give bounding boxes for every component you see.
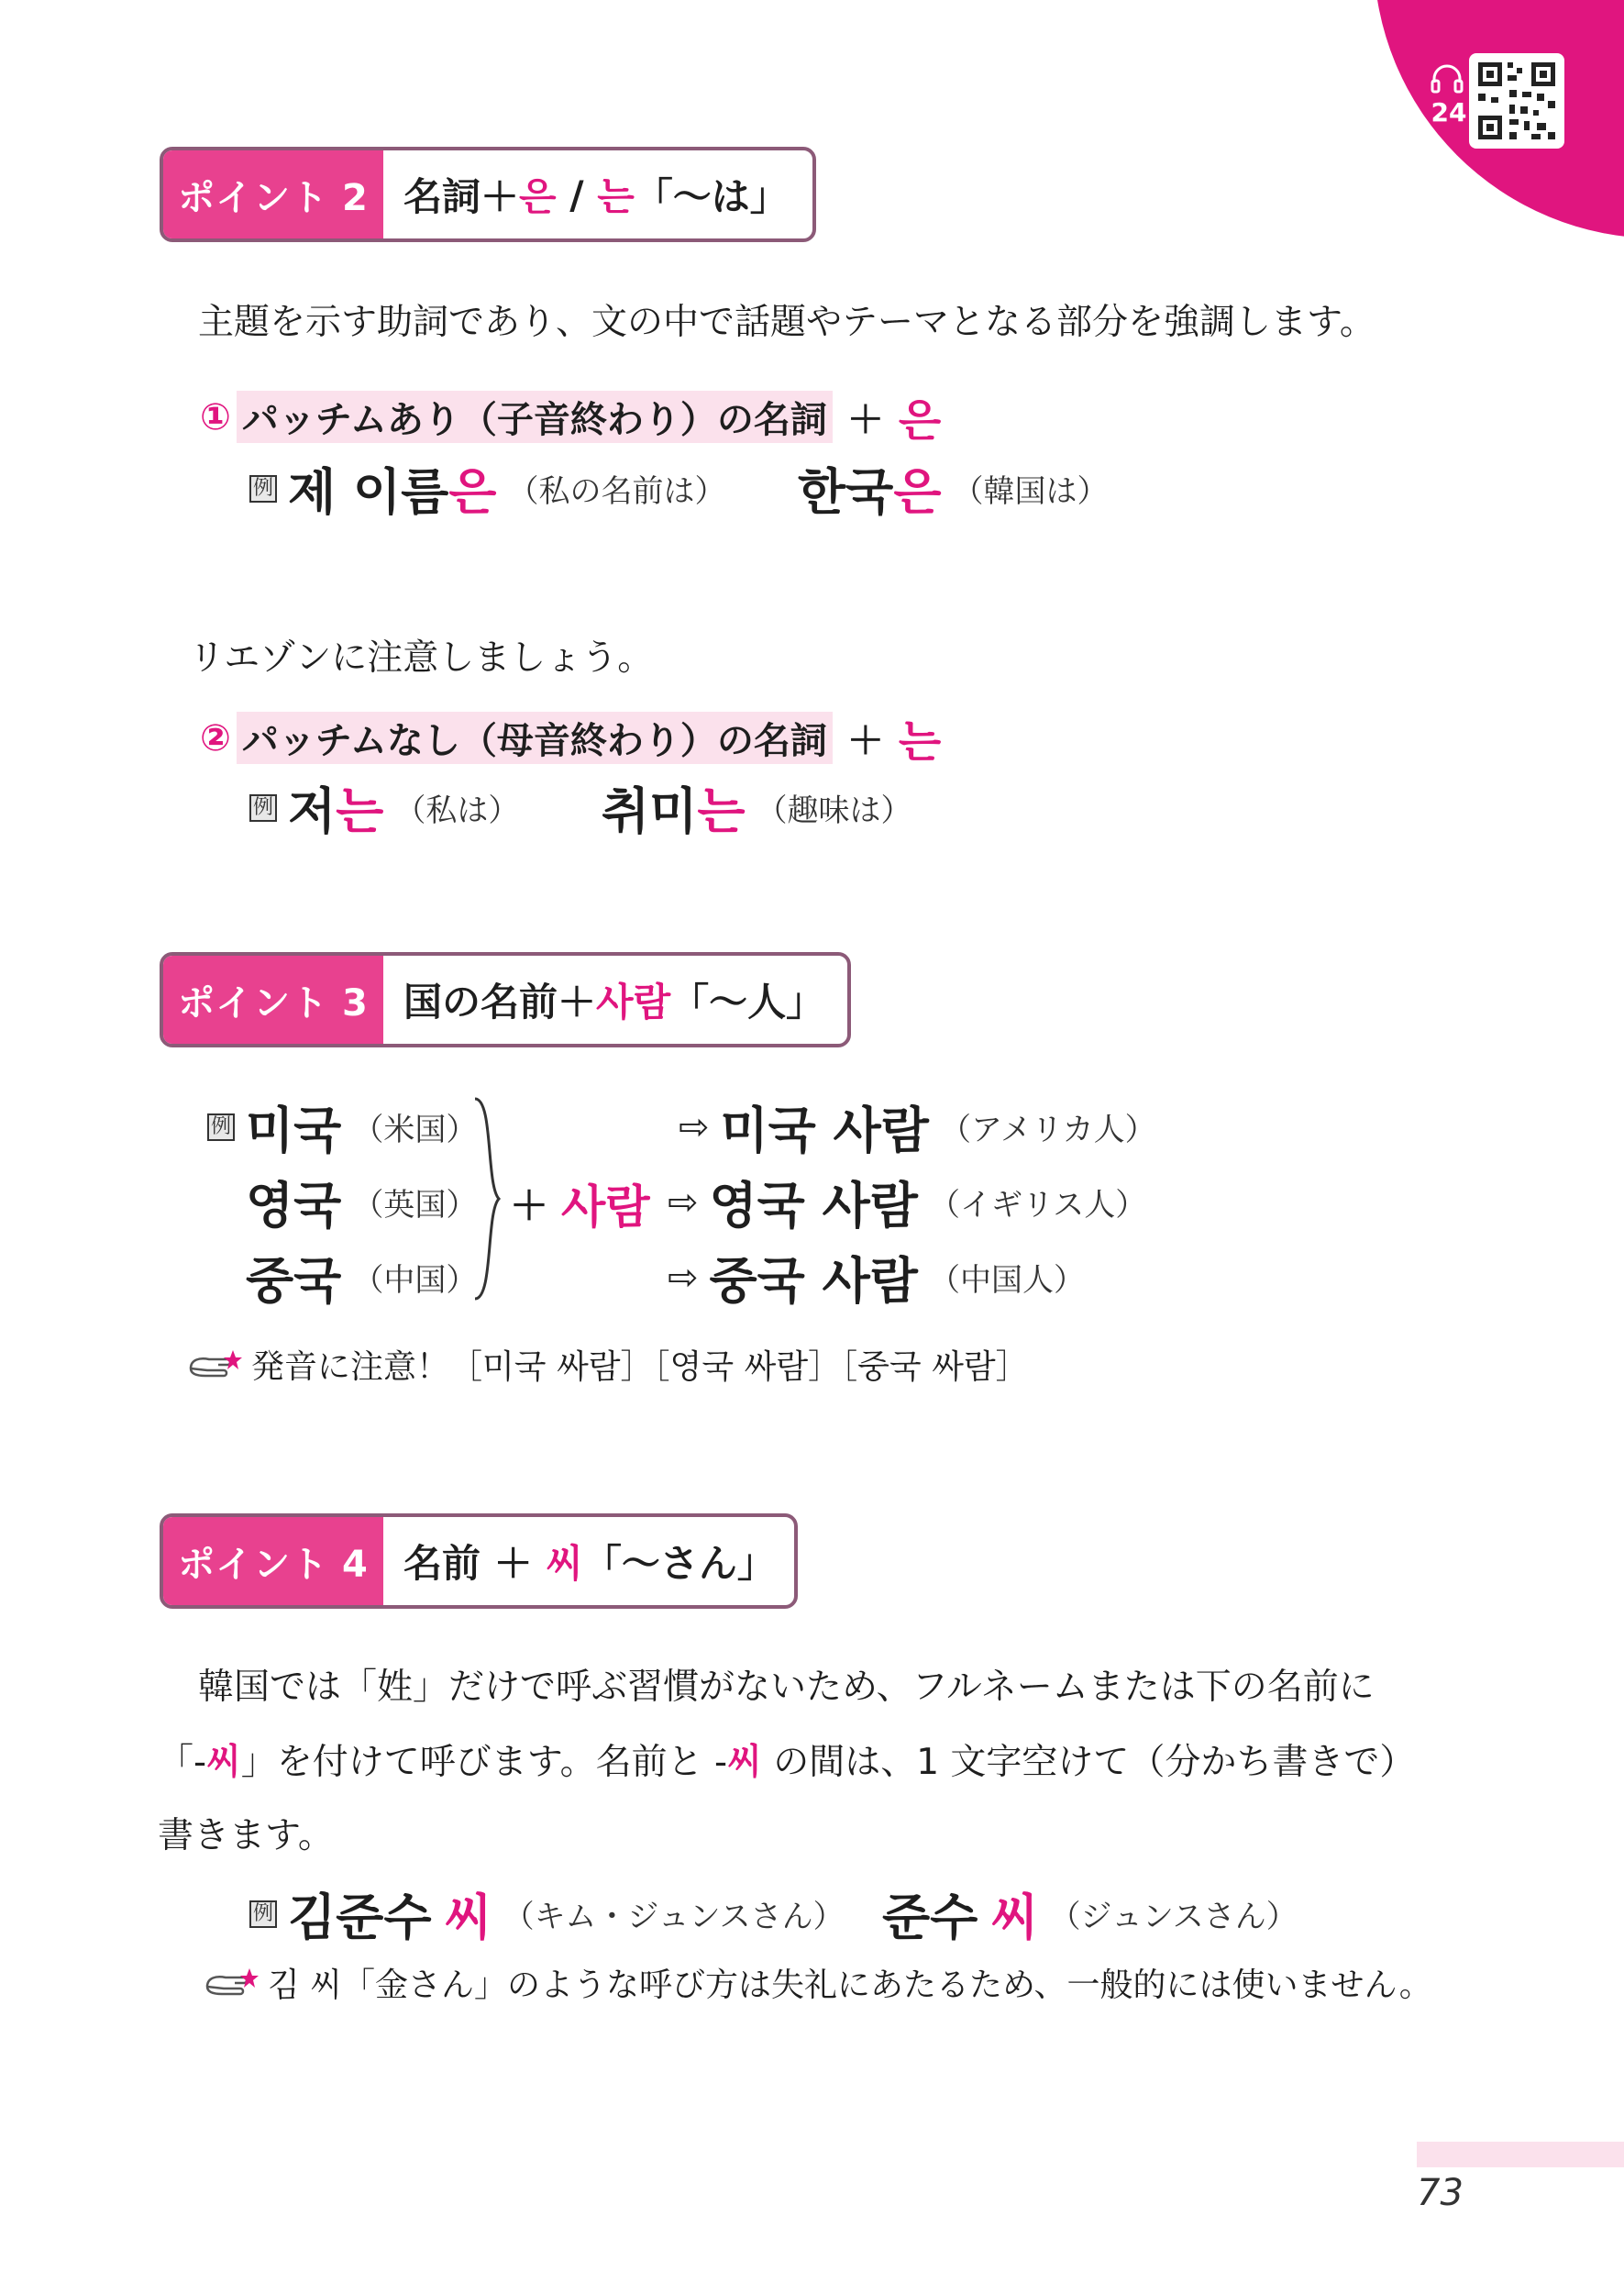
result-korean: 영국 사람 <box>709 1177 918 1235</box>
sub1-text: パッチムあり（子音終わり）の名詞 <box>237 391 833 443</box>
point4-example-a <box>249 1878 845 1949</box>
example-korean: 저 <box>288 782 337 840</box>
example-gloss: （韓国は） <box>952 473 1109 510</box>
country-korean: 중국 <box>246 1252 342 1310</box>
point4-body-line1: 韓国では「姓」だけで呼ぶ習慣がないため、フルネームまたは下の名前に <box>198 1667 1375 1708</box>
result-gloss: （イギリス人） <box>928 1187 1147 1224</box>
point3-note <box>187 1341 1029 1388</box>
point2-title-c: / <box>556 172 598 217</box>
point2-title-b: 은 <box>519 174 557 219</box>
plus-sign: ＋ <box>510 1183 549 1228</box>
point4-title-c: 「～さん」 <box>582 1541 776 1586</box>
sub1-plus: ＋ <box>846 399 884 441</box>
example-korean: 취미 <box>602 782 698 840</box>
body2-a: 「- <box>158 1742 207 1783</box>
result-row-3 <box>668 1242 1085 1313</box>
body2-e: の間は、1 文字空けて（分かち書きで） <box>761 1742 1416 1783</box>
point4-title-b: 씨 <box>546 1541 583 1586</box>
example-particle: 는 <box>697 782 746 840</box>
arrow-right-icon: ⇨ <box>668 1256 699 1299</box>
example-particle: 은 <box>893 463 942 521</box>
audio-track-number: 24 <box>1431 97 1467 127</box>
body2-b: 씨 <box>206 1742 241 1783</box>
curly-brace-icon <box>468 1093 504 1304</box>
headphones-icon <box>1429 61 1465 97</box>
country-gloss: （中国） <box>352 1262 478 1299</box>
body2-d: 씨 <box>727 1742 762 1783</box>
point4-title <box>403 1517 776 1605</box>
example-ssi: 씨 <box>990 1889 1039 1946</box>
point4-label: ポイント 4 <box>163 1517 383 1605</box>
sub2-text: パッチムなし（母音終わり）の名詞 <box>237 712 833 764</box>
example-name: 김준수 <box>288 1889 432 1946</box>
qr-code-icon[interactable] <box>1469 53 1564 149</box>
country-row-3 <box>246 1242 477 1313</box>
point4-note <box>204 1959 1432 2006</box>
point4-example-b <box>882 1878 1298 1949</box>
pronunciation-note: 発音に注意！［미국 싸람］［영국 싸람］［중국 싸람］ <box>251 1348 1029 1386</box>
example-korean: 한국 <box>798 463 894 521</box>
example-gloss: （私は） <box>394 792 520 829</box>
point2-intro: 主題を示す助詞であり、文の中で話題やテーマとなる部分を強調します。 <box>198 302 1375 343</box>
arrow-right-icon: ⇨ <box>679 1105 710 1148</box>
saram-word: 사람 <box>561 1180 650 1234</box>
country-gloss: （米国） <box>352 1112 478 1148</box>
result-row-1 <box>679 1091 1156 1162</box>
plus-saram <box>510 1170 650 1236</box>
point2-example1-a <box>249 453 725 524</box>
result-korean: 미국 사람 <box>720 1102 929 1159</box>
point2-example2-b <box>602 772 912 843</box>
point4-title-a: 名前 ＋ <box>403 1541 547 1586</box>
sub2-number: ② <box>200 716 231 759</box>
country-korean: 미국 <box>246 1102 342 1159</box>
example-name: 준수 <box>882 1889 978 1946</box>
point3-header <box>160 952 851 1047</box>
point2-title-a: 名詞＋ <box>403 174 520 219</box>
country-gloss: （英国） <box>352 1187 478 1224</box>
point2-title-e: 「～は」 <box>634 174 789 219</box>
point2-title <box>403 150 789 238</box>
point3-title-a: 国の名前＋ <box>403 980 597 1025</box>
result-korean: 중국 사람 <box>709 1252 918 1310</box>
sub2-particle: 는 <box>898 716 942 768</box>
example-gloss: （ジュンスさん） <box>1049 1899 1298 1935</box>
sub2-plus: ＋ <box>846 720 884 762</box>
point4-header <box>160 1513 798 1609</box>
point4-body-line2 <box>158 1734 1415 1785</box>
point3-title-c: 「～人」 <box>670 980 825 1025</box>
example-particle: 는 <box>336 782 384 840</box>
page-band <box>1417 2142 1624 2167</box>
example-mark: 例 <box>249 794 277 822</box>
example-gloss: （キム・ジュンスさん） <box>503 1899 845 1935</box>
country-row-2 <box>246 1167 477 1237</box>
politeness-note: 김 씨「金さん」のような呼び方は失礼にあたるため、一般的には使いません。 <box>268 1966 1432 2004</box>
result-gloss: （アメリカ人） <box>939 1112 1156 1148</box>
point4-body-line3: 書きます。 <box>158 1815 334 1856</box>
example-korean: 제 이름 <box>288 463 449 521</box>
point2-label: ポイント 2 <box>163 150 383 238</box>
point2-example1-b <box>798 453 1109 524</box>
example-gloss: （趣味は） <box>756 792 912 829</box>
result-row-2 <box>668 1167 1146 1237</box>
country-row-1 <box>207 1091 477 1162</box>
sub1-particle: 은 <box>898 395 942 447</box>
example-particle: 은 <box>448 463 497 521</box>
result-gloss: （中国人） <box>928 1262 1085 1299</box>
example-mark: 例 <box>207 1113 235 1141</box>
example-mark: 例 <box>249 475 277 503</box>
example-mark: 例 <box>249 1900 277 1928</box>
liaison-note: リエゾンに注意しましょう。 <box>189 637 654 679</box>
point3-label: ポイント 3 <box>163 956 383 1044</box>
point2-example2-a <box>249 772 519 843</box>
example-ssi: 씨 <box>444 1889 492 1946</box>
body2-c: 」を付けて呼びます。名前と - <box>240 1742 728 1783</box>
pointing-hand-icon <box>204 1965 259 2001</box>
pointing-hand-icon <box>187 1346 242 1383</box>
point2-header <box>160 147 816 242</box>
country-korean: 영국 <box>246 1177 342 1235</box>
sub1-number: ① <box>200 395 231 438</box>
point3-title-b: 사람 <box>596 980 671 1025</box>
example-gloss: （私の名前は） <box>507 473 726 510</box>
arrow-right-icon: ⇨ <box>668 1180 699 1224</box>
page-number: 73 <box>1417 2172 1464 2214</box>
point2-title-d: 는 <box>597 174 635 219</box>
point2-sub1 <box>200 385 941 449</box>
point2-sub2 <box>200 706 941 770</box>
point3-title <box>403 956 824 1044</box>
